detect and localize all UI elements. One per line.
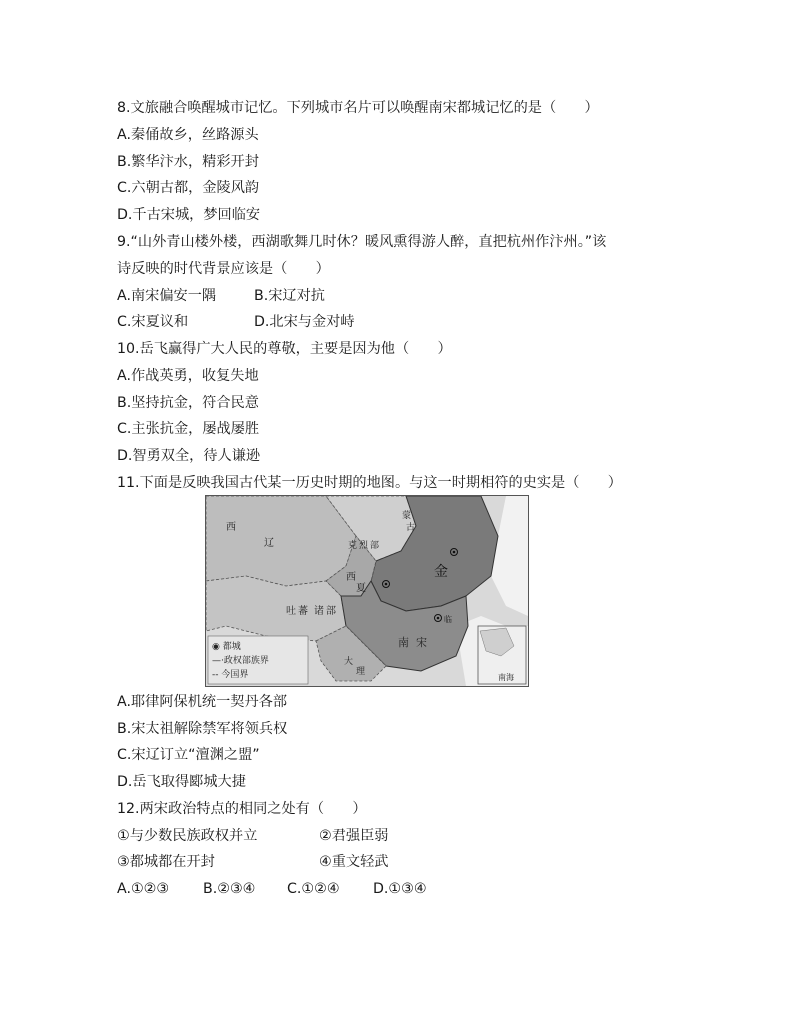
q10-stem: 10.岳飞赢得广大人民的尊敬，主要是因为他（ ） <box>117 341 452 357</box>
q10-option-d: D.智勇双全，待人谦逊 <box>117 448 261 464</box>
map-label-liao: 辽 <box>264 538 274 549</box>
map-label-meng: 蒙 <box>402 511 412 521</box>
map-label-zhu: 诸 <box>314 606 324 617</box>
map-label-xi1: 西 <box>226 522 236 533</box>
historical-map <box>205 495 529 687</box>
q8-option-b: B.繁华汴水，精彩开封 <box>117 154 259 170</box>
q12-item-3: ③都城都在开封 <box>117 854 215 870</box>
map-label-bu: 部 <box>326 606 336 617</box>
map-label-tu: 吐 <box>286 606 296 617</box>
map-label-nan: 南 <box>398 636 409 649</box>
map-legend-border: —·政权部族界 <box>212 656 269 666</box>
map-inset-label: 南海 <box>498 673 514 682</box>
map-label-jin: 金 <box>434 564 448 580</box>
map-label-bu2: 部 <box>370 541 380 551</box>
map-legend-capital: ◉ 都城 <box>212 642 241 652</box>
map-label-bo: 蕃 <box>298 606 308 617</box>
q8-option-c: C.六朝古都，金陵风韵 <box>117 180 260 196</box>
q9-stem-line2: 诗反映的时代背景应该是（ ） <box>117 261 330 277</box>
q12-option-c: C.①②④ <box>287 881 340 897</box>
map-graphic <box>206 496 528 686</box>
q8-option-a: A.秦俑故乡，丝路源头 <box>117 127 259 143</box>
q10-option-c: C.主张抗金，屡战屡胜 <box>117 421 260 437</box>
map-label-ke: 克 <box>348 541 358 551</box>
q12-item-2: ②君强臣弱 <box>319 828 389 844</box>
q11-option-b: B.宋太祖解除禁军将领兵权 <box>117 721 288 737</box>
q12-item-1: ①与少数民族政权并立 <box>117 828 258 844</box>
q12-option-d: D.①③④ <box>373 881 427 897</box>
q9-option-d: D.北宋与金对峙 <box>254 314 355 330</box>
map-label-gu: 古 <box>406 523 416 533</box>
map-legend-modern: -- 今国界 <box>212 670 249 680</box>
map-label-xi2: 西 <box>346 572 356 583</box>
map-label-li: 理 <box>356 667 366 677</box>
q12-stem: 12.两宋政治特点的相同之处有（ ） <box>117 801 367 817</box>
q10-option-b: B.坚持抗金，符合民意 <box>117 395 259 411</box>
q12-option-a: A.①②③ <box>117 881 170 897</box>
map-label-lie: 烈 <box>359 541 369 551</box>
map-label-xia: 夏 <box>356 583 366 594</box>
q9-option-b: B.宋辽对抗 <box>254 288 325 304</box>
q10-option-a: A.作战英勇，收复失地 <box>117 368 259 384</box>
map-label-lin: 临 <box>444 615 452 624</box>
q11-option-c: C.宋辽订立“澶渊之盟” <box>117 747 260 763</box>
q8-stem: 8.文旅融合唤醒城市记忆。下列城市名片可以唤醒南宋都城记忆的是（ ） <box>117 100 599 116</box>
q9-option-c: C.宋夏议和 <box>117 314 189 330</box>
q12-item-4: ④重文轻武 <box>319 854 389 870</box>
q11-option-d: D.岳飞取得郾城大捷 <box>117 774 246 790</box>
q9-stem-line1: 9.“山外青山楼外楼，西湖歌舞几时休？暖风熏得游人醉，直把杭州作汴州。”该 <box>117 234 607 250</box>
q9-option-a: A.南宋偏安一隅 <box>117 288 217 304</box>
q11-option-a: A.耶律阿保机统一契丹各部 <box>117 694 288 710</box>
map-label-song: 宋 <box>416 636 427 649</box>
q11-stem: 11.下面是反映我国古代某一历史时期的地图。与这一时期相符的史实是（ ） <box>117 475 622 491</box>
map-label-da: 大 <box>344 657 354 667</box>
q12-option-b: B.②③④ <box>203 881 256 897</box>
q8-option-d: D.千古宋城，梦回临安 <box>117 207 261 223</box>
